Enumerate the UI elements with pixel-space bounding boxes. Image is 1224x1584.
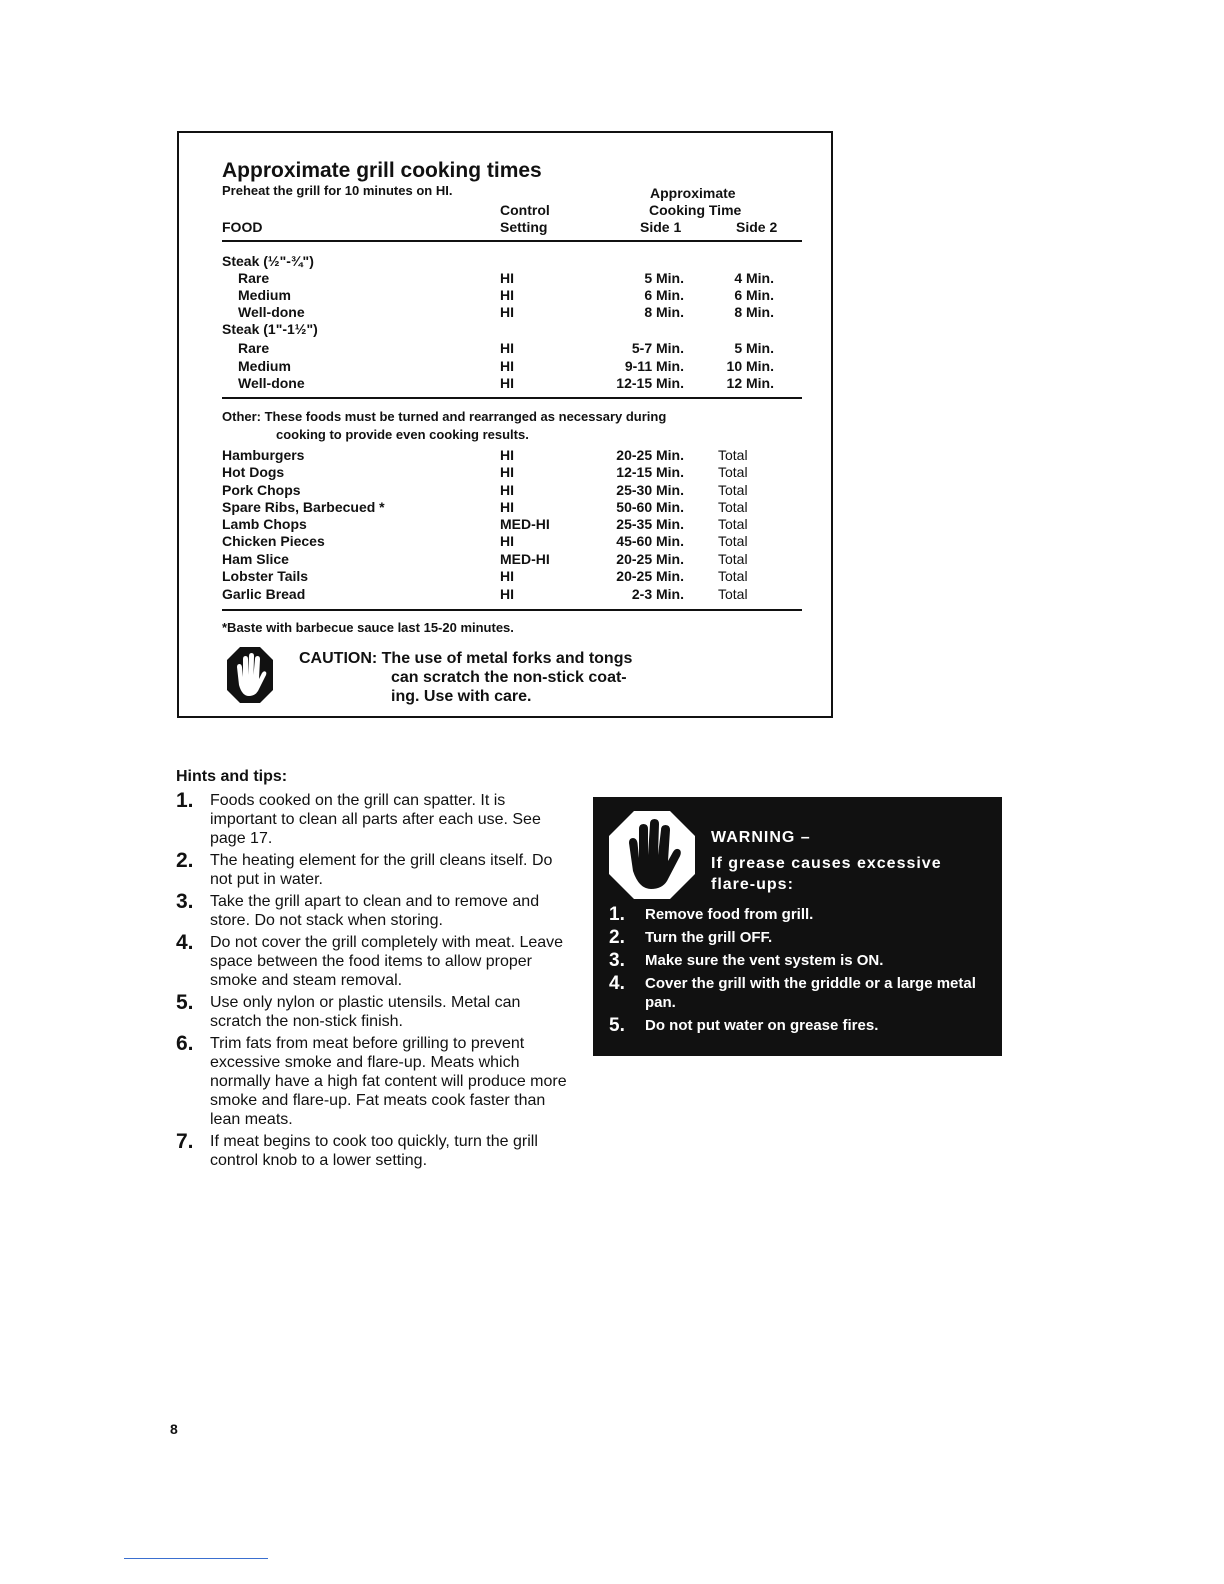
- item-number: 1.: [176, 789, 194, 812]
- row-total: Total: [718, 551, 748, 567]
- row-setting: MED-HI: [500, 516, 550, 532]
- item-number: 2.: [609, 927, 625, 948]
- list-item: [176, 1132, 568, 1170]
- chart-title: Approximate grill cooking times: [222, 159, 542, 182]
- cooking-times-chart: [177, 131, 833, 718]
- item-text: Make sure the vent system is ON.: [645, 952, 884, 969]
- item-text: Do not cover the grill completely with meat. Leave space between the food items to allow proper smoke and steam removal.: [210, 934, 564, 989]
- item-number: 7.: [176, 1130, 194, 1153]
- table-row: [222, 253, 802, 270]
- row-setting: HI: [500, 270, 514, 286]
- row-food: Spare Ribs, Barbecued *: [222, 499, 385, 515]
- list-item: [176, 851, 568, 889]
- table-row: [222, 447, 802, 464]
- item-text: Take the grill apart to clean and to remove and store. Do not stack when storing.: [210, 893, 540, 929]
- row-setting: HI: [500, 304, 514, 320]
- row-side-2: 12 Min.: [726, 375, 774, 391]
- row-setting: HI: [500, 499, 514, 515]
- item-text: The heating element for the grill cleans itself. Do not put in water.: [210, 852, 553, 888]
- header-side-2: Side 2: [736, 219, 778, 235]
- footer-rule: [124, 1558, 268, 1559]
- stop-hand-icon: [607, 809, 697, 901]
- other-note-line-2: cooking to provide even cooking results.: [276, 427, 529, 442]
- footnote: *Baste with barbecue sauce last 15-20 minutes.: [222, 620, 514, 635]
- warning-box: [593, 797, 1002, 1056]
- table-row: [222, 358, 802, 375]
- row-food: Rare: [238, 340, 270, 356]
- row-food: Hamburgers: [222, 447, 305, 463]
- row-time: 20-25 Min.: [616, 568, 684, 584]
- item-number: 6.: [176, 1032, 194, 1055]
- row-time: 45-60 Min.: [616, 533, 684, 549]
- row-setting: HI: [500, 340, 514, 356]
- row-food: Pork Chops: [222, 482, 301, 498]
- table-row: [222, 586, 802, 603]
- row-time: 50-60 Min.: [616, 499, 684, 515]
- table-row: [222, 321, 802, 338]
- row-total: Total: [718, 482, 748, 498]
- row-food: Chicken Pieces: [222, 533, 325, 549]
- caution-line-2: can scratch the non-stick coat-: [391, 669, 627, 686]
- row-total: Total: [718, 447, 748, 463]
- list-item: [609, 974, 994, 1012]
- table-row: [222, 533, 802, 550]
- item-number: 3.: [609, 950, 625, 971]
- row-side-2: 6 Min.: [734, 287, 774, 303]
- row-setting: HI: [500, 358, 514, 374]
- row-food: Ham Slice: [222, 551, 289, 567]
- header-cooking-time: Cooking Time: [649, 202, 742, 218]
- row-side-1: 6 Min.: [644, 287, 684, 303]
- row-food: Rare: [238, 270, 270, 286]
- row-setting: HI: [500, 586, 514, 602]
- list-item: [176, 791, 568, 848]
- row-total: Total: [718, 499, 748, 515]
- item-number: 4.: [609, 973, 625, 994]
- other-foods-note: [222, 408, 802, 444]
- list-item: [609, 928, 994, 947]
- row-setting: HI: [500, 447, 514, 463]
- row-side-1: 12-15 Min.: [616, 375, 684, 391]
- list-item: [176, 993, 568, 1031]
- row-side-1: 9-11 Min.: [624, 358, 684, 374]
- row-total: Total: [718, 568, 748, 584]
- row-time: 25-35 Min.: [616, 516, 684, 532]
- table-row: [222, 340, 802, 357]
- row-setting: HI: [500, 287, 514, 303]
- other-note-line-1: Other: These foods must be turned and rearranged as necessary during: [222, 409, 667, 424]
- row-time: 20-25 Min.: [616, 447, 684, 463]
- row-setting: HI: [500, 375, 514, 391]
- header-food: FOOD: [222, 219, 263, 235]
- item-number: 3.: [176, 890, 194, 913]
- row-food: Hot Dogs: [222, 464, 285, 480]
- row-food: Garlic Bread: [222, 586, 306, 602]
- row-setting: MED-HI: [500, 551, 550, 567]
- item-text: If meat begins to cook too quickly, turn the grill control knob to a lower setting.: [210, 1133, 538, 1169]
- caution-line-1: CAUTION: The use of metal forks and tongs: [299, 650, 633, 667]
- row-food: Steak (1"-1½"): [222, 321, 318, 337]
- item-number: 2.: [176, 849, 194, 872]
- row-time: 12-15 Min.: [616, 464, 684, 480]
- item-number: 4.: [176, 931, 194, 954]
- table-row: [222, 464, 802, 481]
- header-setting: Setting: [500, 219, 548, 235]
- row-food: Medium: [238, 358, 291, 374]
- list-item: [609, 1016, 994, 1035]
- row-side-2: 5 Min.: [734, 340, 774, 356]
- page-number: 8: [170, 1421, 178, 1437]
- table-row: [222, 499, 802, 516]
- table-row: [222, 551, 802, 568]
- item-text: Cover the grill with the griddle or a large metal pan.: [645, 975, 976, 1011]
- header-rule: [222, 240, 802, 242]
- row-food: Well-done: [238, 375, 305, 391]
- row-food: Lobster Tails: [222, 568, 309, 584]
- row-side-1: 5 Min.: [644, 270, 684, 286]
- table-row: [222, 304, 802, 321]
- row-food: Steak (½"-¾"): [222, 253, 314, 269]
- list-item: [609, 905, 994, 924]
- list-item: [176, 933, 568, 990]
- table-row: [222, 375, 802, 392]
- table-row: [222, 568, 802, 585]
- item-text: Remove food from grill.: [645, 906, 814, 923]
- header-side-1: Side 1: [640, 219, 682, 235]
- hints-title: Hints and tips:: [176, 768, 288, 785]
- row-setting: HI: [500, 568, 514, 584]
- warning-title: WARNING –: [711, 829, 811, 846]
- row-time: 20-25 Min.: [616, 551, 684, 567]
- row-total: Total: [718, 586, 748, 602]
- row-side-2: 10 Min.: [726, 358, 774, 374]
- table-row: [222, 516, 802, 533]
- header-approximate: Approximate: [650, 185, 736, 201]
- item-text: Trim fats from meat before grilling to prevent excessive smoke and flare-up. Meats which normally have a high fat content will produce more smoke and flare-up. Fat meats cook faster than lean meats.: [210, 1035, 567, 1128]
- preheat-instruction: Preheat the grill for 10 minutes on HI.: [222, 183, 453, 198]
- row-total: Total: [718, 516, 748, 532]
- steak-rule: [222, 397, 802, 399]
- row-side-2: 4 Min.: [734, 270, 774, 286]
- item-number: 5.: [609, 1015, 625, 1036]
- row-food: Well-done: [238, 304, 305, 320]
- row-side-2: 8 Min.: [734, 304, 774, 320]
- list-item: [609, 951, 994, 970]
- row-setting: HI: [500, 482, 514, 498]
- row-setting: HI: [500, 464, 514, 480]
- stop-hand-icon: [225, 645, 275, 705]
- item-number: 1.: [609, 904, 625, 925]
- item-number: 5.: [176, 991, 194, 1014]
- row-food: Lamb Chops: [222, 516, 307, 532]
- row-side-1: 5-7 Min.: [631, 340, 684, 356]
- item-text: Use only nylon or plastic utensils. Metal can scratch the non-stick finish.: [210, 994, 521, 1030]
- warning-subtitle: If grease causes excessive flare-ups:: [711, 855, 942, 893]
- caution-note: [299, 649, 699, 706]
- table-row: [222, 270, 802, 287]
- header-control: Control: [500, 202, 550, 218]
- list-item: [176, 892, 568, 930]
- row-time: 25-30 Min.: [616, 482, 684, 498]
- item-text: Do not put water on grease fires.: [645, 1017, 879, 1034]
- caution-line-3: ing. Use with care.: [391, 688, 532, 705]
- table-row: [222, 482, 802, 499]
- list-item: [176, 1034, 568, 1129]
- item-text: Turn the grill OFF.: [645, 929, 773, 946]
- table-row: [222, 287, 802, 304]
- row-time: 2-3 Min.: [631, 586, 684, 602]
- hints-list: [176, 791, 568, 1173]
- row-total: Total: [718, 533, 748, 549]
- warning-list: [609, 905, 994, 1039]
- row-setting: HI: [500, 533, 514, 549]
- row-total: Total: [718, 464, 748, 480]
- item-text: Foods cooked on the grill can spatter. It is important to clean all parts after each use. See page 17.: [210, 792, 541, 847]
- row-side-1: 8 Min.: [644, 304, 684, 320]
- other-rule: [222, 609, 802, 611]
- row-food: Medium: [238, 287, 291, 303]
